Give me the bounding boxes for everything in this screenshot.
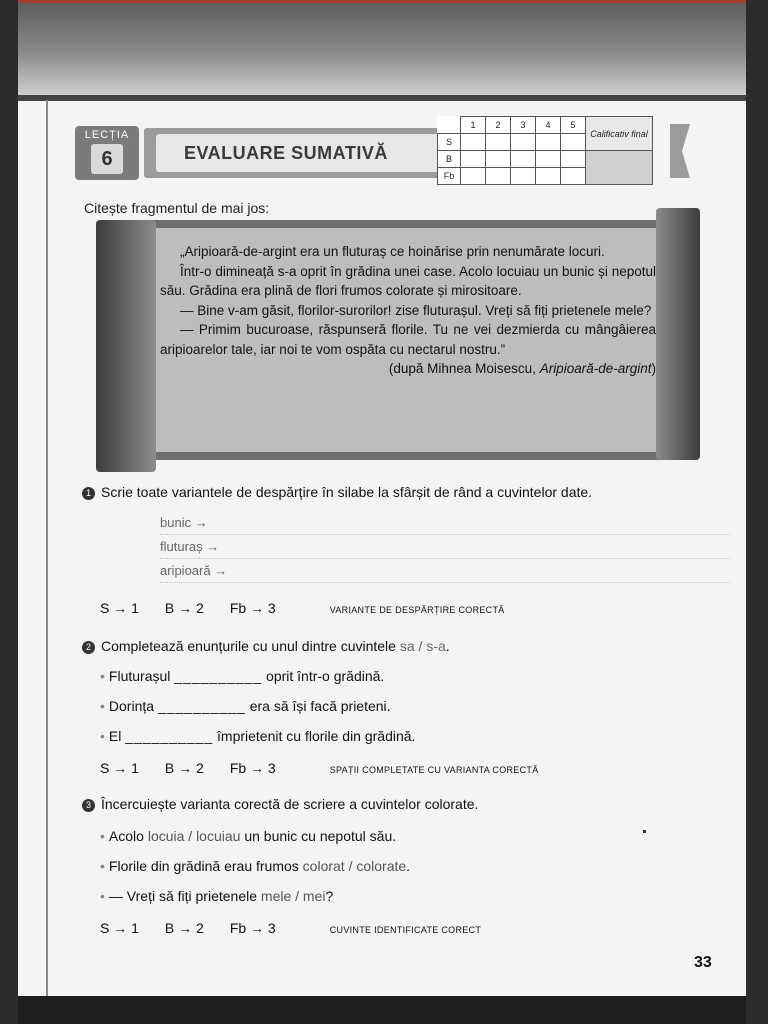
grade-col-header: 4 xyxy=(536,117,561,134)
exercise-number-icon: 3 xyxy=(82,799,95,812)
page-number: 33 xyxy=(694,954,712,971)
exercise-number-icon: 2 xyxy=(82,641,95,654)
blank-field[interactable]: __________ xyxy=(125,728,214,744)
lesson-badge xyxy=(75,126,139,180)
text-source: (după Mihnea Moisescu, Aripioară-de-argint) xyxy=(388,361,656,376)
word-answer-row[interactable]: bunic → xyxy=(160,512,730,535)
grade-row-label: B xyxy=(438,151,461,168)
word-options[interactable]: colorat / colorate xyxy=(302,858,407,874)
text-paragraph: — Bine v-am găsit, florilor-surorilor! zise fluturașul. Vreți să fiți prietenele mele? xyxy=(180,302,652,318)
lesson-number: 6 xyxy=(91,144,123,174)
banner-tail xyxy=(670,124,690,178)
grade-table xyxy=(437,116,653,185)
exercise-2-title: 2 Completează enunțurile cu unul dintre cuvintele sa / s-a. xyxy=(82,638,450,654)
reading-instruction: Citește fragmentul de mai jos: xyxy=(84,200,270,216)
exercise-number-icon: 1 xyxy=(82,487,95,500)
word-options[interactable]: locuia / locuiau xyxy=(147,828,241,844)
grade-col-header: 5 xyxy=(561,117,586,134)
word-answer-row[interactable]: fluturaș → xyxy=(160,536,730,559)
grade-row-label: Fb xyxy=(438,168,461,185)
exercise-1-title: 1 Scrie toate variantele de despărțire în silabe la sfârșit de rând a cuvintelor date. xyxy=(82,484,592,500)
scroll-roll-right xyxy=(656,208,700,460)
stray-mark xyxy=(643,830,646,833)
top-edge xyxy=(18,0,746,3)
margin-line xyxy=(46,100,48,1020)
textbook-page xyxy=(18,0,746,1024)
scroll-roll-left xyxy=(96,220,156,472)
word-answer-row[interactable]: aripioară → xyxy=(160,560,730,583)
exercise-3-title: 3 Încercuiește varianta corectă de scriere a cuvintelor colorate. xyxy=(82,796,478,812)
lesson-label: LECȚIA xyxy=(84,129,130,141)
choice-item: • — Vreți să fiți prietenele mele / mei? xyxy=(100,888,334,904)
source-title: Aripioară-de-argint xyxy=(539,361,652,376)
blank-field[interactable]: __________ xyxy=(174,668,263,684)
page-title: EVALUARE SUMATIVĂ xyxy=(184,143,388,163)
grade-row-label: S xyxy=(438,134,461,151)
fill-in-item: • El __________ împrietenit cu florile din grădină. xyxy=(100,728,416,744)
fill-in-item: • Fluturașul __________ oprit într-o grădină. xyxy=(100,668,385,684)
choice-item: • Florile din grădină erau frumos colorat / colorate. xyxy=(100,858,411,874)
word-options[interactable]: mele / mei xyxy=(260,888,326,904)
final-grade-cell xyxy=(586,151,653,185)
final-grade-header: Calificativ final xyxy=(586,117,653,151)
choice-item: • Acolo locuia / locuiau un bunic cu nepotul său. xyxy=(100,828,397,844)
exercise-1-scoring: S → 1 B → 2 Fb → 3 VARIANTE DE DESPĂRȚIRE CORECTĂ xyxy=(100,600,505,616)
text-paragraph: — Primim bucuroase, răspunseră florile. Tu ne vei dezmierda cu mângâierea aripioarelor tale, iar noi te vom ospăta cu nectarul nostru.” xyxy=(160,322,656,357)
top-shadow xyxy=(18,0,746,95)
bottom-shadow xyxy=(18,996,746,1024)
grade-col-header: 2 xyxy=(486,117,511,134)
text-paragraph: Într-o dimineață s-a oprit în grădina unei case. Acolo locuiau un bunic și nepotul său. Grădina era plină de flori frumos colorate și mirositoare. xyxy=(160,263,656,298)
reading-text xyxy=(160,242,656,379)
title-banner xyxy=(144,128,456,178)
fill-in-item: • Dorința __________ era să își facă prieteni. xyxy=(100,698,391,714)
grade-col-header: 3 xyxy=(511,117,536,134)
exercise-3-scoring: S → 1 B → 2 Fb → 3 CUVINTE IDENTIFICATE CORECT xyxy=(100,920,482,936)
blank-field[interactable]: __________ xyxy=(157,698,246,714)
text-paragraph: „Aripioară-de-argint era un fluturaș ce hoinărise prin nenumărate locuri. xyxy=(180,244,605,259)
grade-col-header: 1 xyxy=(461,117,486,134)
exercise-2-scoring: S → 1 B → 2 Fb → 3 SPAȚII COMPLETATE CU VARIANTA CORECTĂ xyxy=(100,760,539,776)
